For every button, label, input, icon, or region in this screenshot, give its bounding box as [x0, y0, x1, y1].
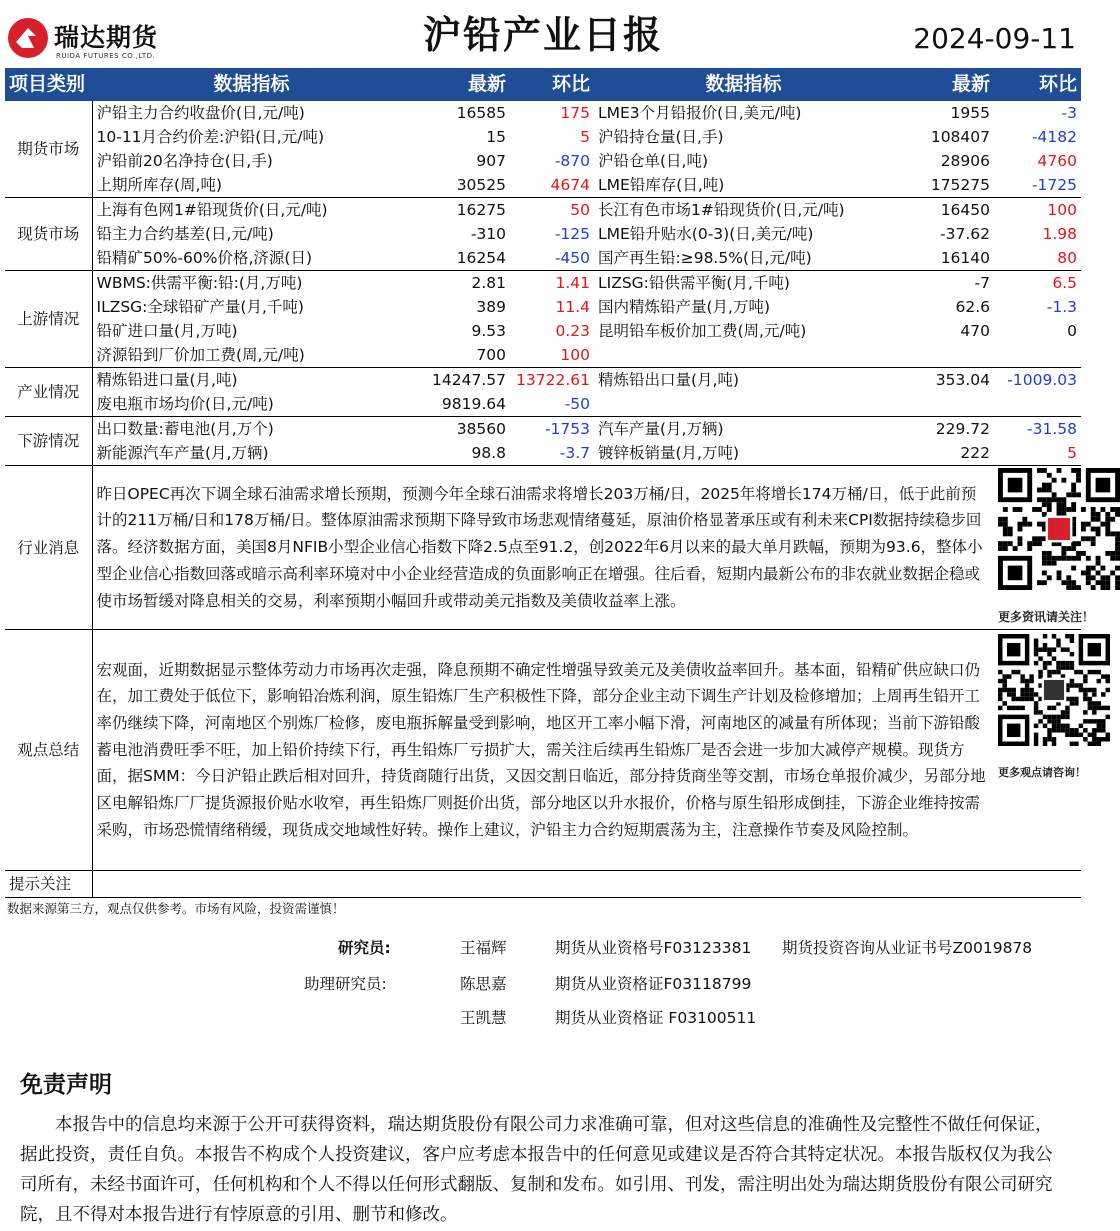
assistant-label: 助理研究员:	[304, 975, 387, 993]
latest-value: 16585	[456, 104, 506, 122]
indicator-name: 昆明铅车板价加工费(周,元/吨)	[598, 322, 807, 340]
change-value	[994, 343, 1081, 368]
change-value: -1725	[994, 173, 1081, 198]
indicator-name: 长江有色市场1#铅现货价(日,元/吨)	[598, 201, 845, 219]
latest-value: 98.8	[411, 441, 510, 466]
indicator-name: 沪铅前20名净持仓(日,手)	[96, 152, 273, 170]
latest-value: 16254	[411, 246, 510, 271]
data-table-body	[5, 101, 1081, 466]
category-label: 行业消息	[5, 466, 92, 630]
indicator-name: 济源铅到厂价加工费(周,元/吨)	[92, 343, 411, 368]
change-value: -1.3	[1046, 298, 1077, 316]
latest-value: 62.6	[955, 298, 990, 316]
table-header-row	[5, 68, 1081, 101]
table-row	[5, 368, 1081, 393]
indicator-name	[594, 392, 893, 417]
researcher-label: 研究员:	[338, 939, 391, 957]
latest-value: 38560	[456, 420, 506, 438]
indicator-name: 铅精矿50%-60%价格,济源(日)	[92, 246, 411, 271]
change-value	[994, 392, 1081, 417]
latest-value	[893, 343, 994, 368]
latest-value: 16450	[940, 201, 990, 219]
indicator-name: 国内精炼铅产量(月,万吨)	[598, 298, 771, 316]
indicator-name: 废电瓶市场均价(日,元/吨)	[92, 392, 411, 417]
latest-value: 389	[476, 298, 506, 316]
staff-cert-2: 期货投资咨询从业证书号Z0019878	[782, 939, 1033, 957]
staff-cert: 期货从业资格号F03123381	[555, 939, 752, 957]
indicator-name: 汽车产量(月,万辆)	[598, 420, 724, 438]
category-label: 上游情况	[5, 271, 92, 368]
change-value: 1.98	[1042, 225, 1077, 243]
change-value: 100	[510, 343, 594, 368]
latest-value	[893, 392, 994, 417]
latest-value: 28906	[940, 152, 990, 170]
page-title: 沪铅产业日报	[422, 13, 663, 57]
change-value: 0	[1067, 322, 1077, 340]
indicator-name: LIZSG:铅供需平衡(月,千吨)	[598, 274, 790, 292]
category-label: 观点总结	[5, 630, 92, 871]
change-value: -1753	[544, 420, 590, 438]
latest-value: 470	[960, 322, 990, 340]
qr-caption: 更多资讯请关注！	[998, 610, 1095, 624]
table-row	[5, 441, 1081, 466]
change-value: -3	[1061, 104, 1077, 122]
col-header-latest: 最新	[411, 68, 510, 101]
wechat-qr-code-icon	[998, 634, 1110, 746]
indicator-name: 10-11月合约价差:沪铅(日,元/吨)	[96, 128, 325, 146]
col-header-category: 项目类别	[5, 68, 92, 101]
indicator-name: LME铅升贴水(0-3)(日,美元/吨)	[598, 225, 814, 243]
table-row	[5, 319, 1081, 343]
indicator-name	[594, 343, 893, 368]
latest-value: 353.04	[935, 371, 990, 389]
change-value: 5	[994, 441, 1081, 466]
change-value: -3.7	[510, 441, 594, 466]
latest-value: 1955	[950, 104, 990, 122]
industry-news-paragraph: 昨日OPEC再次下调全球石油需求增长预期，预测今年全球石油需求将增长203万桶/日，2025年将增长174万桶/日，低于此前预计的211万桶/日和178万桶/日。整体原油需求预期下降导致市场悲观情绪蔓延，原油价格显著承压或有利未来CPI数据持续稳步回落。经济数据方面，美国8月NFIB小型企业信心指数下降2.5点至91.2，创2022年6月以来的最大单月跌幅，预期为93.6，整体小型企业信心指数回落或暗示高利率环境对中小企业经营造成的负面影响正在增强。往后看，短期内最新公布的非农就业数据企稳或使市场暂缓对降息相关的交易，利率预期小幅回升或带动美元指数及美债收益率上涨。	[96, 484, 983, 610]
summary-row	[5, 630, 1081, 871]
industry-news-text	[92, 466, 994, 630]
latest-value: 700	[411, 343, 510, 368]
latest-value: 222	[893, 441, 994, 466]
category-label: 期货市场	[5, 101, 92, 198]
col-header-indicator-2: 数据指标	[594, 68, 893, 101]
col-header-latest-2: 最新	[893, 68, 994, 101]
latest-value: -7	[974, 274, 990, 292]
latest-value: -310	[470, 225, 506, 243]
latest-value: -37.62	[940, 225, 990, 243]
staff-cert: 期货从业资格证 F03100511	[555, 1009, 757, 1027]
disclaimer-text: 本报告中的信息均来源于公开可获得资料，瑞达期货股份有限公司力求准确可靠，但对这些信息的准确性及完整性不做任何保证，据此投资，责任自负。本报告不构成个人投资建议，客户应考虑本报告中的任何意见或建议是否符合其特定状况。本报告版权仅为我公司所有，未经书面许可，任何机构和个人不得以任何形式翻版、复制和发布。如引用、刊发，需注明出处为瑞达期货股份有限公司研究院，且不得对本报告进行有悖原意的引用、删节和修改。	[20, 1115, 1053, 1225]
latest-value: 30525	[411, 173, 510, 198]
staff-cert: 期货从业资格证F03118799	[555, 975, 752, 993]
table-row	[5, 295, 1081, 319]
change-value: -870	[554, 152, 590, 170]
indicator-name: LME3个月铅报价(日,美元/吨)	[598, 104, 802, 122]
category-label: 产业情况	[5, 368, 92, 417]
change-value: 100	[1047, 201, 1077, 219]
col-header-indicator: 数据指标	[92, 68, 411, 101]
col-header-change-2: 环比	[994, 68, 1081, 101]
latest-value: 175275	[893, 173, 994, 198]
change-value: -125	[554, 225, 590, 243]
change-value: 13722.61	[516, 371, 590, 389]
indicator-name: 精炼铅进口量(月,吨)	[96, 371, 238, 389]
table-row	[5, 343, 1081, 368]
table-row	[5, 173, 1081, 198]
table-row	[5, 198, 1081, 223]
indicator-name: 镀锌板销量(月,万吨)	[594, 441, 893, 466]
table-row	[5, 125, 1081, 149]
category-label: 下游情况	[5, 417, 92, 466]
change-value: 5	[580, 128, 590, 146]
indicator-name: 国产再生铅:≥98.5%(日,元/吨)	[594, 246, 893, 271]
change-value: 6.5	[1052, 274, 1077, 292]
latest-value: 907	[476, 152, 506, 170]
qr-box-news	[994, 466, 1095, 630]
indicator-name: 精炼铅出口量(月,吨)	[598, 371, 740, 389]
industry-news-row	[5, 466, 1081, 630]
staff-name: 陈思嘉	[460, 975, 507, 993]
table-row	[5, 271, 1081, 296]
latest-value: 15	[486, 128, 506, 146]
indicator-name: 上期所库存(周,吨)	[92, 173, 411, 198]
indicator-name: 上海有色网1#铅现货价(日,元/吨)	[96, 201, 328, 219]
logo-subtitle: RUIDA FUTURES CO.,LTD.	[56, 52, 156, 60]
table-row	[5, 149, 1081, 173]
change-value: 1.41	[555, 274, 590, 292]
change-value: -4182	[1031, 128, 1077, 146]
report-header	[0, 0, 1086, 68]
change-value: 4674	[510, 173, 594, 198]
notice-row	[5, 871, 1081, 898]
latest-value: 16140	[893, 246, 994, 271]
change-value: 0.23	[555, 322, 590, 340]
table-row	[5, 222, 1081, 246]
indicator-name: 铅主力合约基差(日,元/吨)	[96, 225, 274, 243]
indicator-name: 铅矿进口量(月,万吨)	[96, 322, 238, 340]
change-value: 80	[994, 246, 1081, 271]
staff-name: 王福辉	[460, 939, 507, 957]
change-value: -50	[510, 392, 594, 417]
staff-name: 王凯慧	[460, 1009, 507, 1027]
disclaimer-title: 免责声明	[20, 1072, 112, 1098]
table-row	[5, 392, 1081, 417]
latest-value: 2.81	[471, 274, 506, 292]
indicator-name: 沪铅主力合约收盘价(日,元/吨)	[96, 104, 305, 122]
indicator-name: WBMS:供需平衡:铅:(月,万吨)	[96, 274, 303, 292]
data-table	[5, 68, 1095, 898]
summary-paragraph: 宏观面，近期数据显示整体劳动力市场再次走强，降息预期不确定性增强导致美元及美债收益率回升。基本面，铅精矿供应缺口仍在，加工费处于低位下，影响铅冶炼利润，原生铅炼厂生产积极性下降，部分企业主动下调生产计划及检修增加；上周再生铅开工率仍继续下降，河南地区个别炼厂检修，废电瓶拆解量受到影响，地区开工率小幅下滑，河南地区的减量有所体现；当前下游铅酸蓄电池消费旺季不旺，加上铅价持续下行，再生铅炼厂亏损扩大，需关注后续再生铅炼厂是否会进一步加大减停产规模。现货方面，据SMM：今日沪铅止跌后相对回升，持货商随行出货，又因交割日临近，部分持货商坐等交割，市场仓单报价减少，另部分地区电解铅炼厂厂提货源报价贴水收窄，再生铅炼厂则挺价出货，部分地区以升水报价，价格与原生铅形成倒挂，下游企业维持按需采购，市场恐慌情绪稍缓，现货成交地域性好转。操作上建议，沪铅主力合约短期震荡为主，注意操作节奏及风险控制。	[96, 660, 986, 839]
text-sections	[5, 466, 1095, 898]
category-label: 现货市场	[5, 198, 92, 271]
change-value: 50	[570, 201, 590, 219]
table-row	[5, 246, 1081, 271]
qr-caption: 更多观点请咨询！	[998, 766, 1086, 779]
qr-box-summary	[994, 630, 1086, 871]
footer-note: 数据来源第三方，观点仅供参考。市场有风险，投资需谨慎！	[7, 901, 345, 916]
latest-value: 14247.57	[432, 371, 506, 389]
notice-text	[92, 871, 1081, 898]
latest-value: 9.53	[471, 322, 506, 340]
table-row	[5, 417, 1081, 442]
col-header-change: 环比	[510, 68, 594, 101]
change-value: -450	[510, 246, 594, 271]
change-value: 175	[560, 104, 590, 122]
indicator-name: LME铅库存(日,吨)	[594, 173, 893, 198]
change-value: 11.4	[555, 298, 590, 316]
logo-name: 瑞达期货	[54, 23, 159, 52]
latest-value: 108407	[930, 128, 990, 146]
table-row	[5, 101, 1081, 125]
latest-value: 9819.64	[411, 392, 510, 417]
report-date: 2024-09-11	[913, 22, 1076, 55]
summary-text	[92, 630, 994, 871]
indicator-name: 沪铅仓单(日,吨)	[598, 152, 709, 170]
category-label: 提示关注	[5, 871, 92, 898]
change-value: -31.58	[1027, 420, 1077, 438]
latest-value: 229.72	[935, 420, 990, 438]
indicator-name: 出口数量:蓄电池(月,万个)	[96, 420, 274, 438]
change-value: -1009.03	[1007, 371, 1077, 389]
qr-code-icon	[998, 468, 1120, 590]
change-value: 4760	[1037, 152, 1077, 170]
indicator-name: 沪铅持仓量(日,手)	[598, 128, 724, 146]
indicator-name: ILZSG:全球铅矿产量(月,千吨)	[96, 298, 304, 316]
indicator-name: 新能源汽车产量(月,万辆)	[92, 441, 411, 466]
latest-value: 16275	[456, 201, 506, 219]
